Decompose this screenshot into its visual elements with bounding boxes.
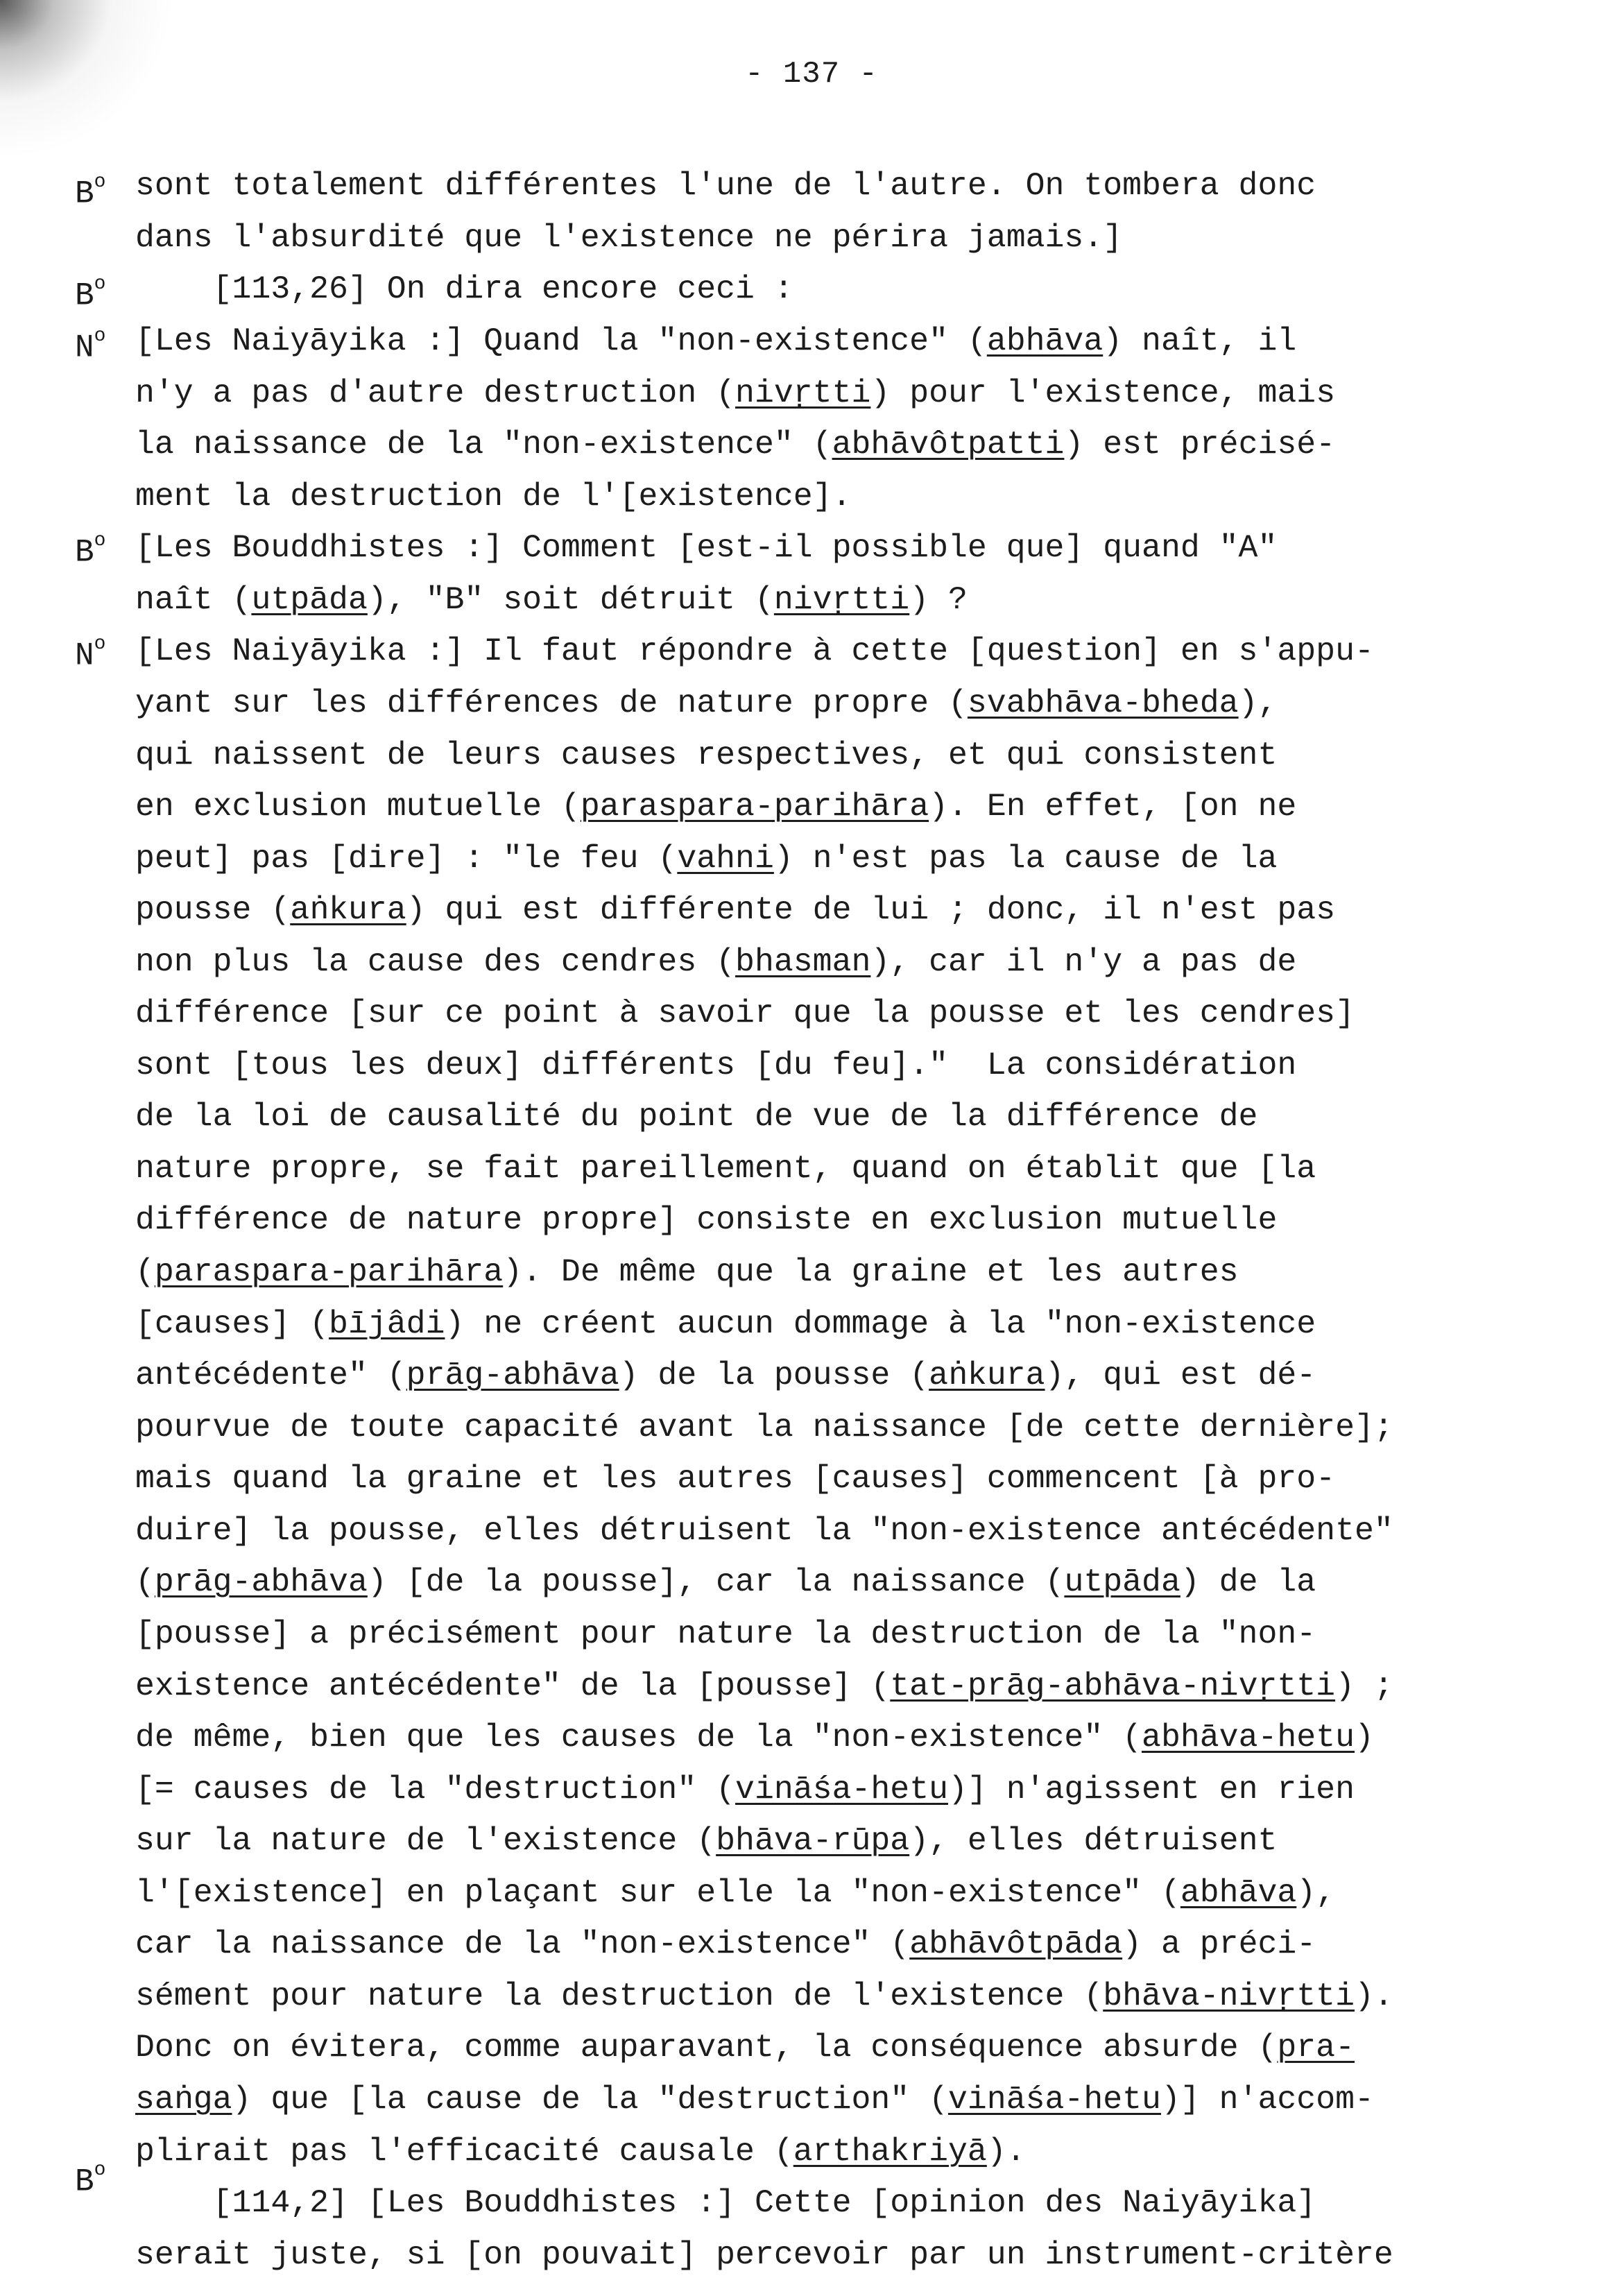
sanskrit-term: pra- [1277, 2029, 1355, 2066]
text-line [135, 1618, 1316, 1651]
text-line [135, 1253, 1239, 1290]
text-line [135, 2029, 1355, 2066]
text-segment: )] n'accom- [1160, 2081, 1374, 2118]
text-segment: [114,2] [Les Bouddhistes :] Cette [opinion des Naiyāyika] [135, 2184, 1316, 2221]
sanskrit-term: vahni [677, 840, 774, 877]
text-segment: ), [1296, 1874, 1336, 1911]
text-segment: la naissance de la "non-existence" ( [135, 426, 832, 463]
sanskrit-term: svabhāva-bheda [967, 685, 1239, 721]
text-line [135, 478, 852, 515]
page-number: - 137 - [745, 57, 878, 92]
text-line [135, 1150, 1316, 1187]
text-segment: [causes] ( [135, 1305, 329, 1342]
text-line [135, 687, 1277, 720]
text-segment: ) a préci- [1122, 1926, 1316, 1962]
text-segment: n'y a pas d'autre destruction ( [135, 375, 736, 411]
text-segment: mais quand la graine et les autres [causes] commencent [à pro- [135, 1460, 1336, 1497]
text-line [135, 891, 1336, 928]
sanskrit-term: aṅkura [929, 1357, 1045, 1394]
text-line [135, 2236, 1393, 2273]
text-segment: ) est précisé- [1064, 426, 1336, 463]
text-segment: ( [135, 1253, 155, 1290]
text-segment: Donc on évitera, comme auparavant, la conséquence absurde ( [135, 2029, 1278, 2066]
text-segment: ), car il n'y a pas de [870, 943, 1297, 980]
text-segment: sément pour nature la destruction de l'existence ( [135, 1978, 1104, 2014]
text-segment: ). En effet, [on ne [929, 788, 1297, 825]
text-segment: naît ( [135, 581, 252, 618]
text-segment: l'[existence] en plaçant sur elle la "non-existence" ( [135, 1874, 1180, 1911]
text-line [135, 1047, 1297, 1083]
text-line [135, 1460, 1336, 1497]
text-segment: différence [sur ce point à savoir que la pousse et les cendres] [135, 995, 1355, 1031]
text-segment: [Les Naiyāyika :] Quand la "non-existence" ( [135, 323, 987, 359]
text-line [135, 1719, 1374, 1756]
sanskrit-term: aṅkura [290, 891, 406, 928]
text-line [135, 2184, 1316, 2221]
sanskrit-term: prāg-abhāva [154, 1563, 368, 1600]
text-line [135, 635, 1374, 668]
speaker-marker: $N^o$ [75, 325, 106, 366]
text-segment: ) [de la pousse], car la naissance ( [367, 1563, 1065, 1600]
text-segment: ) pour l'existence, mais [870, 375, 1336, 411]
sanskrit-term: arthakriyā [793, 2133, 987, 2170]
sanskrit-term: saṅga [135, 2081, 232, 2118]
text-segment: sont totalement différentes l'une de l'autre. On tombera donc [135, 167, 1316, 204]
speaker-marker: $B^o$ [75, 171, 106, 212]
sanskrit-term: utpāda [1064, 1563, 1180, 1600]
text-segment: yant sur les différences de nature propre ( [135, 685, 968, 721]
text-segment: ) [1355, 1719, 1374, 1756]
text-segment: duire] la pousse, elles détruisent la "non-existence antécédente" [135, 1512, 1393, 1549]
text-line [135, 1563, 1316, 1600]
text-segment: de même, bien que les causes de la "non-existence" ( [135, 1719, 1142, 1756]
text-line [135, 840, 1278, 877]
text-segment: ). De même que la graine et les autres [503, 1253, 1239, 1290]
text-segment: ), [1238, 685, 1278, 721]
text-line [135, 943, 1297, 980]
text-segment: [Les Naiyāyika :] Il faut répondre à cette [question] en s'appu- [135, 633, 1374, 669]
text-segment: ) n'est pas la cause de la [773, 840, 1278, 877]
text-segment: ). [1355, 1978, 1393, 2014]
text-line [135, 1201, 1278, 1238]
text-segment: pourvue de toute capacité avant la naissance [de cette dernière]; [135, 1409, 1393, 1446]
text-segment: [113,26] On dira encore ceci : [135, 271, 793, 307]
text-segment: ) de la [1180, 1563, 1316, 1600]
sanskrit-term: bhāva-nivṛtti [1103, 1978, 1355, 2014]
text-line [135, 739, 1277, 772]
sanskrit-term: bhasman [735, 943, 871, 980]
text-segment: de la loi de causalité du point de vue de la différence de [135, 1098, 1258, 1135]
text-segment: en exclusion mutuelle ( [135, 788, 581, 825]
text-segment: nature propre, se fait pareillement, quand on établit que [la [135, 1150, 1316, 1187]
text-line [135, 426, 1336, 463]
text-line [135, 529, 1278, 566]
text-line [135, 581, 968, 618]
sanskrit-term: paraspara-parihāra [154, 1253, 504, 1290]
sanskrit-term: bījâdi [329, 1305, 445, 1342]
text-line [135, 1098, 1258, 1135]
text-segment: serait juste, si [on pouvait] percevoir par un instrument-critère [135, 2236, 1393, 2273]
text-segment: différence de nature propre] consiste en exclusion mutuelle [135, 1201, 1278, 1238]
text-segment: ) de la pousse ( [619, 1357, 929, 1394]
text-line [135, 1670, 1393, 1703]
speaker-marker: $N^o$ [75, 633, 106, 674]
text-line [135, 1771, 1355, 1808]
sanskrit-term: vināśa-hetu [735, 1771, 948, 1808]
sanskrit-term: tat-prāg-abhāva-nivṛtti [890, 1668, 1336, 1704]
text-line [135, 997, 1355, 1030]
text-line [135, 273, 793, 306]
speaker-marker: $B^o$ [75, 2159, 106, 2200]
sanskrit-term: paraspara-parihāra [580, 788, 929, 825]
text-segment: sont [tous les deux] différents [du feu]." La considération [135, 1047, 1297, 1083]
text-segment: ). [986, 2133, 1026, 2170]
text-segment: pousse ( [135, 891, 291, 928]
text-segment: sur la nature de l'existence ( [135, 1822, 716, 1859]
sanskrit-term: abhāvôtpāda [909, 1926, 1123, 1962]
text-segment: non plus la cause des cendres ( [135, 943, 736, 980]
text-line [135, 2081, 1374, 2118]
text-line [135, 1357, 1316, 1394]
text-segment: antécédente" ( [135, 1357, 406, 1394]
speaker-marker: $B^o$ [75, 273, 106, 314]
text-segment: )] n'agissent en rien [948, 1771, 1355, 1808]
text-segment: ) ? [909, 581, 968, 618]
text-segment: plirait pas l'efficacité causale ( [135, 2133, 793, 2170]
text-segment: ), qui est dé- [1045, 1357, 1316, 1394]
text-segment: ) que [la cause de la "destruction" ( [232, 2081, 948, 2118]
text-segment: [pousse] a précisément pour nature la destruction de la "non- [135, 1616, 1316, 1652]
text-segment: ) ; [1335, 1668, 1393, 1704]
text-segment: ( [135, 1563, 155, 1600]
text-segment: car la naissance de la "non-existence" ( [135, 1926, 910, 1962]
sanskrit-term: bhāva-rūpa [716, 1822, 910, 1859]
sanskrit-term: nivṛtti [773, 581, 910, 618]
text-segment: ) ne créent aucun dommage à la "non-existence [445, 1305, 1316, 1342]
text-line [135, 1928, 1316, 1961]
sanskrit-term: prāg-abhāva [406, 1357, 619, 1394]
text-segment: ), elles détruisent [909, 1822, 1278, 1859]
sanskrit-term: abhāva-hetu [1142, 1719, 1355, 1756]
sanskrit-term: utpāda [251, 581, 368, 618]
text-segment: ), "B" soit détruit ( [367, 581, 774, 618]
text-segment: ment la destruction de l'[existence]. [135, 478, 852, 515]
text-line [135, 325, 1296, 358]
speaker-marker: $B^o$ [75, 530, 106, 571]
sanskrit-term: abhāvôtpatti [832, 426, 1065, 463]
text-line [135, 167, 1316, 204]
sanskrit-term: abhāva [1180, 1874, 1297, 1911]
text-line [135, 1409, 1393, 1446]
text-segment: ) qui est différente de lui ; donc, il n'est pas [406, 891, 1336, 928]
text-line [135, 1305, 1316, 1342]
text-segment: [Les Bouddhistes :] Comment [est-il possible que] quand "A" [135, 529, 1278, 566]
text-segment: peut] pas [dire] : "le feu ( [135, 840, 678, 877]
sanskrit-term: abhāva [986, 323, 1104, 359]
text-segment: qui naissent de leurs causes respectives, et qui consistent [135, 737, 1278, 773]
text-segment: existence antécédente" de la [pousse] ( [135, 1668, 891, 1704]
text-segment: dans l'absurdité que l'existence ne périra jamais.] [135, 219, 1123, 256]
text-line [135, 1822, 1278, 1859]
text-line [135, 1874, 1336, 1911]
text-line [135, 2133, 1026, 2170]
text-segment: ) naît, il [1103, 323, 1297, 359]
text-line [135, 377, 1335, 410]
text-line [135, 788, 1297, 825]
text-line [135, 1980, 1393, 2013]
text-line [135, 1512, 1393, 1549]
text-line [135, 219, 1123, 256]
sanskrit-term: nivṛtti [735, 375, 871, 411]
text-segment: [= causes de la "destruction" ( [135, 1771, 736, 1808]
sanskrit-term: vināśa-hetu [948, 2081, 1161, 2118]
